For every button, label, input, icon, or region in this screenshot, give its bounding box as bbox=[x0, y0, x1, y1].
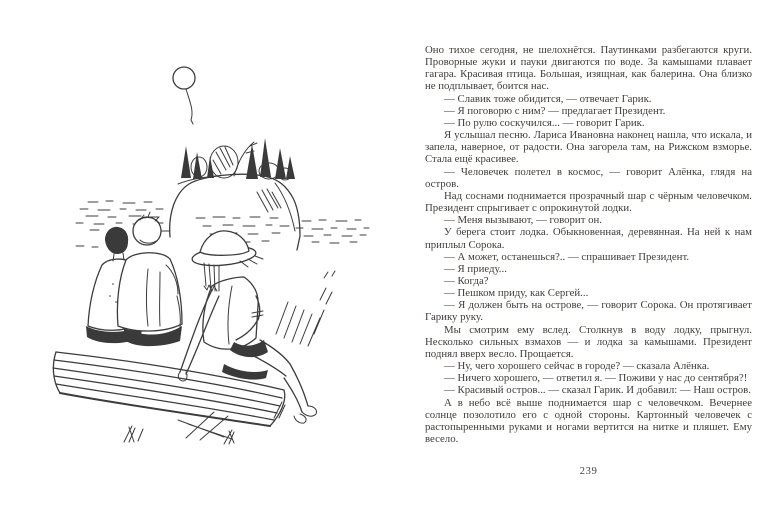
paragraph: Оно тихое сегодня, не шелохнётся. Паутинками разбегаются круги. Проворные жуки и пауки двигаются по воде. За камышами плавает гагара. Красивая птица. Большая, изящная, как балерина. Она близко не подплывает, боится нас. bbox=[425, 44, 752, 93]
paragraph: Я услышал песню. Лариса Ивановна наконец нашла, что искала, и запела, наверное, от радости. Она загорела там, на Рижском взморье. Стала ещё красивее. bbox=[425, 129, 752, 166]
girl-right bbox=[178, 231, 316, 423]
paragraph: — Я должен быть на острове, — говорит Сорока. Он протягивает Гарику руку. bbox=[425, 299, 752, 324]
page-number: 239 bbox=[579, 465, 598, 477]
text-column bbox=[425, 44, 752, 445]
paragraph: — Славик тоже обидится, — отвечает Гарик. bbox=[444, 92, 652, 105]
paragraph: — Я приеду... bbox=[444, 262, 507, 275]
paragraph: Мы смотрим ему вслед. Столкнув в воду лодку, прыгнул. Несколько сильных взмахов — и лодка за камышами. Президент поднял вверх весло. Прощается. bbox=[425, 323, 752, 360]
boy-middle bbox=[117, 212, 182, 346]
paragraph: — Человечек полетел в космос, — говорит Алёнка, глядя на остров. bbox=[425, 165, 752, 190]
paragraph: — Когда? bbox=[444, 274, 489, 287]
paragraph: — Я поговорю с ним? — предлагает Президент. bbox=[444, 104, 666, 117]
paragraph: — Ничего хорошего, — ответил я. — Поживи у нас до сентября?! bbox=[444, 372, 748, 385]
paragraph: У берега стоит лодка. Обыкновенная, деревянная. На ней к нам приплыл Сорока. bbox=[425, 226, 752, 251]
paragraph: — А может, останешься?.. — спрашивает Президент. bbox=[444, 250, 690, 263]
paragraph: — Красивый остров... — сказал Гарик. И добавил: — Наш остров. bbox=[444, 384, 751, 397]
paragraph: — По рулю соскучился... — говорит Гарик. bbox=[444, 116, 645, 129]
paragraph: — Ну, чего хорошего сейчас в городе? — сказала Алёнка. bbox=[444, 360, 710, 373]
paragraph: — Пешком приду, как Сергей... bbox=[444, 287, 589, 300]
paragraph: — Меня вызывают, — говорит он. bbox=[444, 214, 602, 227]
paragraph: А в небо всё выше поднимается шар с человечком. Вечернее солнце позолотило его с одной стороны. Картонный человечек с растопыренными руками и ногами вертится на нитке и пляшет. Ему весело. bbox=[425, 396, 752, 445]
paragraph: Над соснами поднимается прозрачный шар с чёрным человечком. Президент спрыгивает с опрокинутой лодки. bbox=[425, 189, 752, 215]
illustration-children-on-boat bbox=[28, 34, 388, 474]
boat bbox=[53, 352, 285, 440]
balloon-icon bbox=[173, 67, 195, 124]
